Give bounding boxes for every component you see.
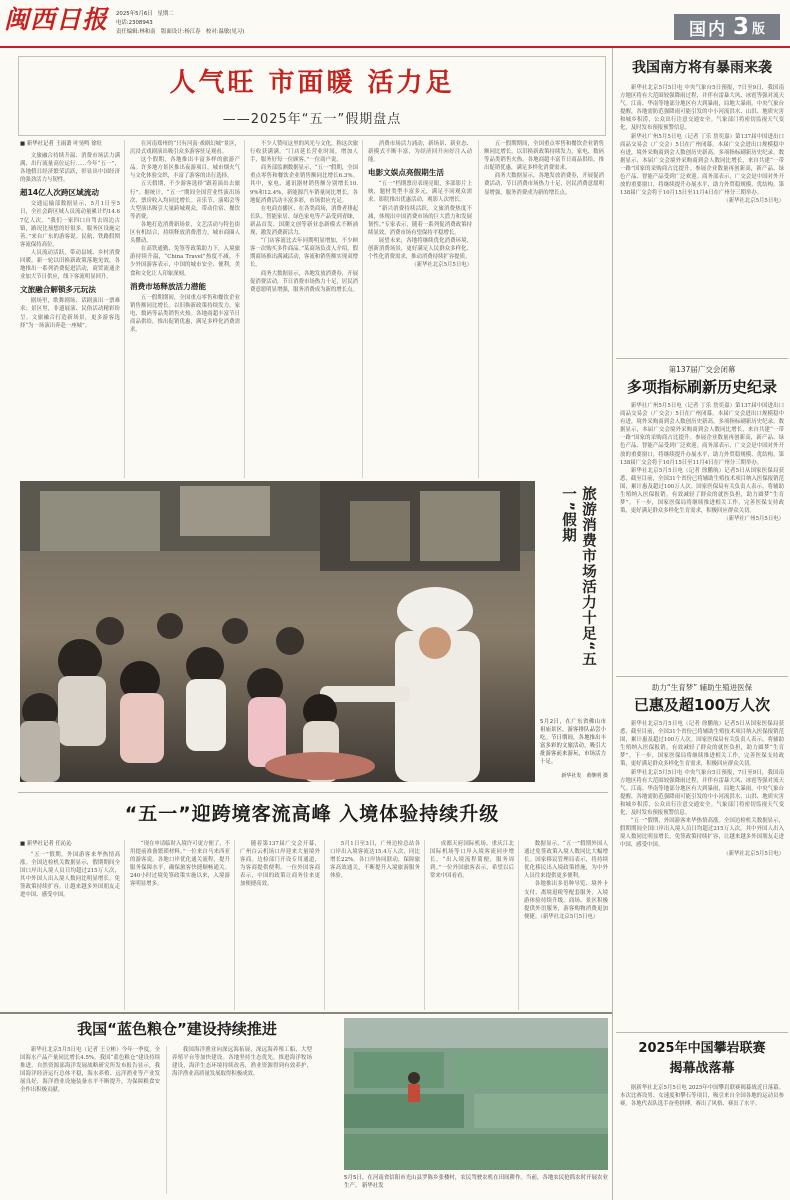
lead-paragraph: “五一”档期票房表现亮眼，多部影片上映，题材类型丰富多元，满足不同观众需求。影院推出优惠活动，观影人次增长。 bbox=[368, 181, 472, 204]
story2-column-6 bbox=[524, 840, 608, 1010]
climb-headline-line1: 2025年中国攀岩联赛 bbox=[638, 1041, 766, 1056]
lead-paragraph: 剧场里，歌舞剧场、话剧演出一票难求；景区里，非遗展演、民俗活动精彩纷呈。文旅融合打造新场景，更多游客选择“为一场演出奔赴一座城”。 bbox=[20, 298, 120, 329]
photo-farmland-caption bbox=[344, 1174, 608, 1196]
fair-dateline-end: （新华社广州5月5日电） bbox=[723, 516, 784, 523]
photo-tourists-illustration bbox=[20, 481, 535, 782]
column-rule bbox=[124, 140, 125, 478]
lead-paragraph: 不少人赞叹这里的风光与文化，称这次旅行收获满满。“门店延长营业时间，增加人手，服务好每一位顾客。”一位商户说。 bbox=[250, 141, 358, 164]
aid-paragraph: “五一”假期，外国游客来华热情高涨。全国边检机关数据显示，假期期间全国口岸出入境人员日均超过215万人次，其中外国人出入境人数同比明显增长。免签政策持续扩容，让越来越多外国朋友走进中国、感受中国。 bbox=[620, 818, 784, 849]
rail-divider bbox=[616, 1032, 788, 1033]
lead-paragraph: 五一假期期间，全国重点零售和餐饮企业销售额同比增长。以旧换新政策持续发力，家电、数码等品类销售火热。各地商超丰富节日商品供给，推出促销优惠，满足多样化消费需求。 bbox=[130, 294, 240, 333]
rail-divider bbox=[616, 676, 788, 677]
bottom-column-2: 我国海洋渔业向深远海拓展，深远海养殖工船、大型养殖平台等加快建设。各地坚持生态优先，推进海洋牧场建设，海洋生态环境持续改善，渔业资源得到有效养护，海洋渔业高质量发展取得积极成效。 bbox=[172, 1047, 312, 1078]
fair-kicker: 第137届广交会闭幕 bbox=[668, 365, 736, 374]
photo-credit: 新华社发 黄继明 摄 bbox=[561, 773, 608, 779]
header-date: 2025年5月6日 bbox=[116, 11, 153, 17]
header-date-line bbox=[116, 10, 174, 18]
lead-paragraph: 在河南郑州的“只有河南·戏剧幻城”景区，沉浸式戏剧演出吸引众多游客驻足观看。 bbox=[130, 141, 240, 156]
column-rule bbox=[234, 840, 235, 1010]
bottom-column-1: 新华社北京5月5日电（记者 王立彬）今年一季度，全国海水产品产量同比增长4.5%，我国“蓝色粮仓”建设持续推进。自然资源部海洋发展战略研究所发布报告显示，我国海洋经济运行总体平稳，海水养殖、远洋渔业等产业发展良好，海洋渔业设施装备水平不断提升，为保障粮食安全作出积极贡献。 bbox=[20, 1047, 160, 1094]
section-divider bbox=[0, 1012, 612, 1014]
header-phone-line bbox=[116, 19, 153, 27]
lead-paragraph: “新兴消费持续活跃，文旅消费热度不减，体现出中国消费市场的巨大潜力和发展韧性。”专家表示，随着一系列促消费政策持续显效，消费市场有望保持平稳增长。 bbox=[368, 205, 472, 236]
column-rule bbox=[424, 840, 425, 1010]
photo-tourists-food-demo bbox=[20, 481, 535, 782]
rain-dateline-end: （新华社北京5月5日电） bbox=[723, 198, 784, 205]
lead-subhead: 文旅融合解锁多元玩法 bbox=[20, 285, 96, 295]
rail-rule bbox=[612, 48, 613, 1200]
column-rule bbox=[324, 840, 325, 1010]
lead-paragraph: “门店客流比去年同期明显增加，不少顾客一次购买多件商品。”某商场负责人介绍，假期商场推出满减活动，客流和销售额实现双增长。 bbox=[250, 238, 358, 269]
lead-paragraph: 交通运输部数据显示，5月1日至5日，全社会跨区域人员流动量累计约14.67亿人次。“我们一家四口自驾去周边古镇，路况比预想的好很多，服务区设施完善。”来自广东的游客说。民航、铁路假期客流保持高位。 bbox=[20, 201, 120, 248]
lead-paragraph: 在高铁通勤、免签等政策助力下，入境旅游持续升温，“China Travel”热度不减。不少外国游客表示，中国的城市安全、便利，美食和文化让人印象深刻。 bbox=[130, 246, 240, 277]
fair-body bbox=[620, 402, 784, 672]
story2-byline: ■ 新华社记者 任沁沁 bbox=[20, 841, 72, 847]
lead-subhead: 消费市场释放活力潜能 bbox=[130, 281, 206, 291]
story2-column-5: 成都天府国际机场、重庆江北国际机场等口岸入境客流同步增长。“出入境流程简便，服务周到。”一位外国旅客表示，希望以后常来中国看看。 bbox=[430, 841, 514, 880]
aid-paragraph: 新华社北京5月5日电 中央气象台5日预报，7日至9日，我国南方地区将有大范围较强降雨过程，并伴有雷暴大风、冰雹等强对流天气。江南、华南等地部分地区有大到暴雨，局地大暴雨。中央气象台提醒，各地需防范强降雨可能引发的中小河流洪水、山洪、地质灾害和城乡积涝，公众出行注意交通安全。气象部门将密切监视天气变化，及时发布预报预警信息。 bbox=[620, 769, 784, 817]
phone-number: 2308943 bbox=[128, 20, 153, 26]
climb-body: 据新华社北京5月5日电 2025年中国攀岩联赛揭幕战近日落幕。本次比赛设男、女速度和攀石等项目，吸引来自全国各地的运动员参赛。各地代表队选手奋勇拼搏，赛出了风格、赛出了水平。 bbox=[620, 1085, 784, 1108]
lead-subtitle: ——2025年“五一”假期盘点 bbox=[222, 112, 402, 127]
lead-headline: 人气旺 市面暖 活力足 bbox=[169, 68, 455, 98]
masthead bbox=[0, 0, 790, 48]
lead-paragraph: 这个假期，各地推出丰富多样的旅游产品。许多地方景区推出夜游项目，城市烟火气与文化体验交织，丰富了游客的出行选择。 bbox=[130, 157, 240, 180]
lead-dateline-end: （新华社北京5月5日电） bbox=[411, 262, 472, 269]
rail-divider bbox=[616, 358, 788, 359]
phone-label: 电话: bbox=[116, 20, 129, 26]
story2-paragraph: 各地推出多语种导览、境外卡支付、离境退税等配套服务，入境游体验持续升级。商场、景区积极提供外语服务，游客购物消费更加便捷。（新华社北京5月5日电） bbox=[524, 881, 608, 920]
lead-paragraph: 人员流动活跃，带动县域、乡村消费回暖。新一轮以旧换新政策落地见效，各地推出一系列消费促进活动，商贸流通企业加大节日供应，线下客流明显回升。 bbox=[20, 249, 120, 281]
section-badge bbox=[674, 14, 780, 40]
photo-vertical-title bbox=[548, 486, 608, 696]
column-rule bbox=[166, 1046, 167, 1194]
header-editors: 责任编辑:林和南 版面设计:杨江春 校对:温敏(见习) bbox=[116, 29, 245, 35]
masthead-rule bbox=[0, 46, 790, 48]
lead-column-3 bbox=[250, 140, 358, 478]
column-rule bbox=[518, 840, 519, 1010]
lead-column-2 bbox=[130, 140, 240, 478]
header-weekday: 星期二 bbox=[157, 11, 174, 17]
section-divider bbox=[18, 792, 608, 793]
lead-subhead: 超14亿人次跨区域流动 bbox=[20, 188, 99, 198]
photo-farmland-illustration bbox=[344, 1018, 608, 1170]
rain-paragraph: 新华社广州5月5日电（记者 丁乐 詹奕嘉）第137届中国进出口商品交易会（广交会）5日在广州闭幕。本届广交会进出口规模稳中有进，境外采购商到会人数创历史新高，多项指标刷新历史纪录。数据显示，本届广交会境外采购商到会人数同比增长，来自共建“一带一路”国家的采购商占比提升。参展企业数量再创新高，新产品、绿色产品、智能产品受到广泛欢迎。商务部表示，广交会是中国对外开放的重要窗口，将继续提升办展水平，助力外贸稳规模、优结构。第138届广交会将于10月15日至11月4日在广州分三期举办。 bbox=[620, 133, 784, 197]
lead-paragraph: 展望未来，各地将继续优化消费环境，创新消费场景，更好满足人民群众多样化、个性化消费需求，推动消费持续扩容提质。 bbox=[368, 237, 472, 261]
climb-headline-line2: 揭幕战落幕 bbox=[669, 1061, 735, 1076]
lead-paragraph: 商务部监测数据显示，“五一”假期，全国重点零售和餐饮企业销售额同比增长6.3%。其中，家电、通讯器材销售额分别增长10.9%和12.4%，新能源汽车销量同比增长。各地促消费活动丰富多彩，市场供应充足。 bbox=[250, 165, 358, 204]
story2-paragraph: “五一”假期，外国游客来华热情高涨。全国边检机关数据显示，假期期间全国口岸出入境人员日均超过215万人次，其中外国人出入境人数同比明显增长。免签政策持续扩容，让越来越多外国朋友走进中国、感受中国。 bbox=[20, 852, 120, 899]
fair-headline: 多项指标刷新历史纪录 bbox=[626, 378, 777, 396]
aid-kicker: 助力“生育梦” 辅助生殖进医保 bbox=[651, 683, 753, 692]
lead-paragraph: 消费市场活力涌动，新场景、新业态、新模式不断丰富，为经济回升向好注入动能。 bbox=[368, 141, 472, 164]
story2-column-4: 5月1日至3日，广州边检总站各口岸出入境客流达15.4万人次，同比增长22%。各口岸协同联动，保障旅客高效通关，不断提升入境旅游服务体验。 bbox=[330, 841, 420, 880]
lead-byline: ■ 新华社记者 王雨萧 叶昊鸣 徐壮 bbox=[20, 141, 103, 147]
rain-body bbox=[620, 84, 784, 356]
rain-headline: 我国南方将有暴雨来袭 bbox=[632, 60, 772, 76]
column-rule bbox=[124, 840, 125, 1010]
photo-farmland bbox=[344, 1018, 608, 1170]
fair-paragraph: 新华社北京5月5日电（记者 徐鹏航）记者5日从国家医保局获悉，截至目前，全国31个省份已将辅助生殖技术项目纳入医保报销范围，累计惠及超过100万人次。国家医保局有关负责人表示，将辅助生殖纳入医保报销，有效减轻了群众的就医负担，助力圆梦“生育梦”。下一步，国家医保局将继续推进相关工作，完善医保支持政策，更好满足群众多样化生育需求，积极回应群众关切。 bbox=[620, 467, 784, 515]
page-number: 3 bbox=[732, 14, 749, 40]
section-name: 国内 bbox=[688, 19, 727, 40]
story2-headline: “五一”迎跨境客流高峰 入境体验持续升级 bbox=[124, 803, 500, 825]
aid-paragraph: 新华社北京5月5日电（记者 徐鹏航）记者5日从国家医保局获悉，截至目前，全国31个省份已将辅助生殖技术项目纳入医保报销范围，累计惠及超过100万人次。国家医保局有关负责人表示，将辅助生殖纳入医保报销，有效减轻了群众的就医负担，助力圆梦“生育梦”。下一步，国家医保局将继续推进相关工作，完善医保支持政策，更好满足群众多样化生育需求，积极回应群众关切。 bbox=[620, 721, 784, 768]
column-rule bbox=[362, 140, 363, 478]
photo-farmland-credit: 新华社发 bbox=[361, 1183, 384, 1190]
lead-paragraph: 文旅融合持续升温、消费市场活力满满、出行流量高位运行……今年“五一”，各地假日经济繁荣活跃，彰显出中国经济的强劲活力与韧性。 bbox=[20, 153, 120, 184]
fair-paragraph: 新华社广州5月5日电（记者 丁乐 詹奕嘉）第137届中国进出口商品交易会（广交会）5日在广州闭幕。本届广交会进出口规模稳中有进，境外采购商到会人数创历史新高，多项指标刷新历史纪录。数据显示，本届广交会境外采购商到会人数同比增长，来自共建“一带一路”国家的采购商占比提升。参展企业数量再创新高，新产品、绿色产品、智能产品受到广泛欢迎。商务部表示，广交会是中国对外开放的重要窗口，将继续提升办展水平，助力外贸稳规模、优结构。第138届广交会将于10月15日至11月4日在广州分三期举办。 bbox=[620, 403, 784, 466]
lead-column-1 bbox=[20, 140, 120, 478]
lead-paragraph: 各地打造消费新场景，文艺活动与特色街区有机结合，持续释放消费潜力，城市商圈人头攒动。 bbox=[130, 221, 240, 245]
story2-column-2: “现在申请临时入境许可更方便了，不用提前准备繁琐材料。”一位来自马来西亚的游客说。各地口岸优化通关流程，提升服务保障水平，确保旅客快捷顺畅通关。240小时过境免签政策实施以来，入境游客明显增多。 bbox=[130, 841, 230, 888]
lead-column-5 bbox=[484, 140, 604, 478]
photo-farmland-caption-text: 5月5日，在河南省信阳市光山县罗陈乡张楼村，农民驾驶农机在田间耕作。当前，各地农民抢抓农时开展农业生产。 bbox=[344, 1175, 608, 1190]
lead-paragraph: 商务大数据显示，各地发放消费券，开展促消费活动，节日消费市场热力十足，居民消费意愿明显增强，服务消费成为新的增长点。 bbox=[250, 270, 358, 293]
column-rule bbox=[244, 140, 245, 478]
story2-paragraph: 数据显示，“五一”假期外国人通过免签政策入境人数同比大幅增长。国家移民管理局表示，将持续优化移民出入境政策措施，为中外人员往来提供更多便利。 bbox=[524, 841, 608, 880]
column-rule bbox=[478, 140, 479, 478]
rain-paragraph: 新华社北京5月5日电 中央气象台5日预报，7日至9日，我国南方地区将有大范围较强降雨过程，并伴有雷暴大风、冰雹等强对流天气。江南、华南等地部分地区有大到暴雨，局地大暴雨。中央气象台提醒，各地需防范强降雨可能引发的中小河流洪水、山洪、地质灾害和城乡积涝，公众出行注意交通安全。气象部门将密切监视天气变化，及时发布预报预警信息。 bbox=[620, 85, 784, 132]
lead-paragraph: 商务大数据显示，各地发放消费券，开展促消费活动，节日消费市场热力十足，居民消费意愿明显增强，服务消费成为新的增长点。 bbox=[484, 173, 604, 196]
photo-vertical-title-text: 旅游消费市场活力十足“五一”假期 bbox=[560, 486, 596, 668]
lead-paragraph: 五天假期，不少游客选择“跟着演出去旅行”。据统计，“五一”期间全国营业性演出场次、票房收入均同比增长。音乐节、演唱会等大型演出吸引大量跨城观众，带动住宿、餐饮等消费。 bbox=[130, 181, 240, 220]
lead-paragraph: 在电商直播区、在各类商场，消费者排起长队。智能家居、绿色家电等产品受到青睐，新品首发、国潮文创等新业态新模式不断涌现，激发消费新活力。 bbox=[250, 205, 358, 237]
bottom-headline: 我国“蓝色粮仓”建设持续推进 bbox=[77, 1020, 277, 1038]
lead-column-4 bbox=[368, 140, 472, 478]
newspaper-logo: 闽西日报 bbox=[4, 5, 109, 34]
lead-subhead: 电影文娱点亮假期生活 bbox=[368, 168, 444, 178]
story2-column-1 bbox=[20, 840, 120, 1010]
aid-dateline-end: （新华社北京5月5日电） bbox=[723, 850, 784, 857]
photo-caption: 5月2日，在广东省佛山市祖庙景区，游客排队品尝小吃。节日期间，各地推出丰富多彩的文旅活动，吸引大批游客前来游玩，市场活力十足。 bbox=[540, 719, 606, 766]
aid-body bbox=[620, 720, 784, 1026]
story2-column-3: 随着第137届广交会开幕，广州白云机场口岸迎来大量境外客商。边检部门开设专用通道，为客商提供便利。一位外国客商表示，中国的政策让商务往来更加便捷高效。 bbox=[240, 841, 320, 888]
lead-paragraph: 五一假期期间，全国重点零售和餐饮企业销售额同比增长。以旧换新政策持续发力，家电、数码等品类销售火热。各地商超丰富节日商品供给，推出促销优惠，满足多样化消费需求。 bbox=[484, 141, 604, 172]
aid-headline: 已惠及超100万人次 bbox=[633, 696, 771, 714]
page-unit: 版 bbox=[752, 21, 766, 37]
